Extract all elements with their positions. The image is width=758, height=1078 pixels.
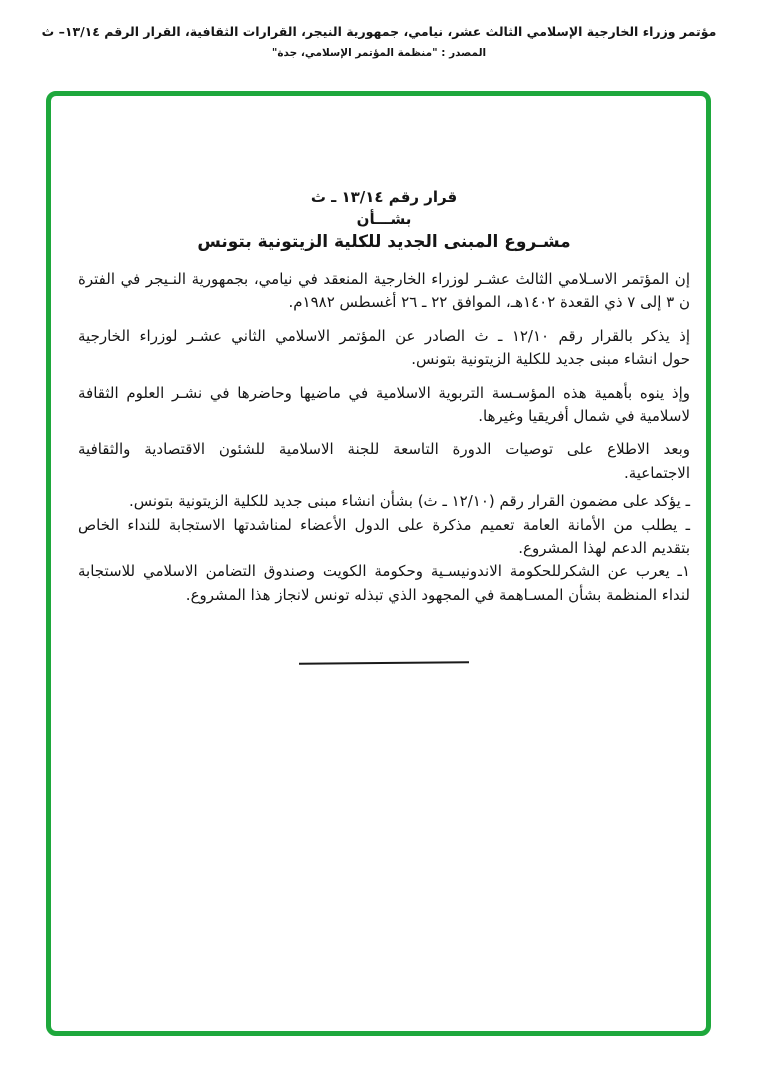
document-body xyxy=(78,268,690,664)
clause-line: ـ يطلب من الأمانة العامة تعميم مذكرة على الدول الأعضاء لمناشدتها الاستجابة للنداء الخاص xyxy=(78,515,690,534)
resolution-clauses xyxy=(78,490,690,607)
clause-line: ـ يؤكد على مضمون القرار رقم (١٢/١٠ ـ ث) بشأن انشاء مبنى جديد للكلية الزيتونية بتونس. xyxy=(128,492,690,511)
preamble-paragraph xyxy=(78,438,690,485)
resolution-clause xyxy=(78,490,690,513)
resolution-number-line: قرار رقم ١٣/١٤ ـ ث xyxy=(310,188,458,206)
paragraph-line: وبعد الاطلاع على توصيات الدورة التاسعة للجنة الاسلامية للشئون الاقتصادية والثقافية xyxy=(78,440,690,459)
resolution-subject-line: مشـروع المبنى الجديد للكلية الزيتونية بتونس xyxy=(197,232,571,252)
page-header-line: مؤتمر وزراء الخارجية الإسلامي الثالث عشر، نيامي، جمهورية النيجر، القرارات الثقافية، القرار الرقم ١٣/١٤– ث xyxy=(41,24,717,39)
document-content xyxy=(78,186,690,664)
page-header-source-line: المصدر : "منظمة المؤتمر الإسلامي، جدة" xyxy=(271,47,487,59)
clause-line: لنداء المنظمة بشأن المسـاهمة في المجهود الذي تبذله تونس لانجاز هذا المشروع. xyxy=(185,585,690,604)
document-title-block xyxy=(78,186,690,254)
paragraph-line: لاسلامية في شمال أفريقيا وغيرها. xyxy=(478,407,690,426)
preamble-paragraph xyxy=(78,325,690,372)
preamble-paragraph xyxy=(78,382,690,429)
paragraph-line: إذ يذكر بالقرار رقم ١٢/١٠ ـ ث الصادر عن المؤتمر الاسلامي الثاني عشـر لوزراء الخارجية xyxy=(78,326,690,345)
clause-line: ١ـ يعرب عن الشكرللحكومة الاندونيسـية وحكومة الكويت وصندوق التضامن الاسلامي للاستجابة xyxy=(78,562,690,581)
resolution-clause xyxy=(78,560,690,607)
subject-word-line: بشـــأن xyxy=(356,210,412,228)
paragraph-line: الاجتماعية. xyxy=(623,463,690,482)
paragraph-line: وإذ ينوه بأهمية هذه المؤسـسة التربوية الاسلامية في ماضيها وحاضرها في نشـر العلوم الثقافة xyxy=(78,383,690,402)
clause-line: بتقديم الدعم لهذا المشروع. xyxy=(518,539,690,558)
paragraph-line: ن ٣ إلى ٧ ذي القعدة ١٤٠٢هـ، الموافق ٢٢ ـ ٢٦ أغسطس ١٩٨٢م. xyxy=(288,293,690,312)
resolution-clause xyxy=(78,514,690,561)
paragraph-line: حول انشاء مبنى جديد للكلية الزيتونية بتونس. xyxy=(411,350,690,369)
paragraph-line: إن المؤتمر الاسـلامي الثالث عشـر لوزراء الخارجية المنعقد في نيامي، بجمهورية النـيجر في الفترة xyxy=(78,270,690,288)
preamble-paragraph xyxy=(78,268,690,315)
